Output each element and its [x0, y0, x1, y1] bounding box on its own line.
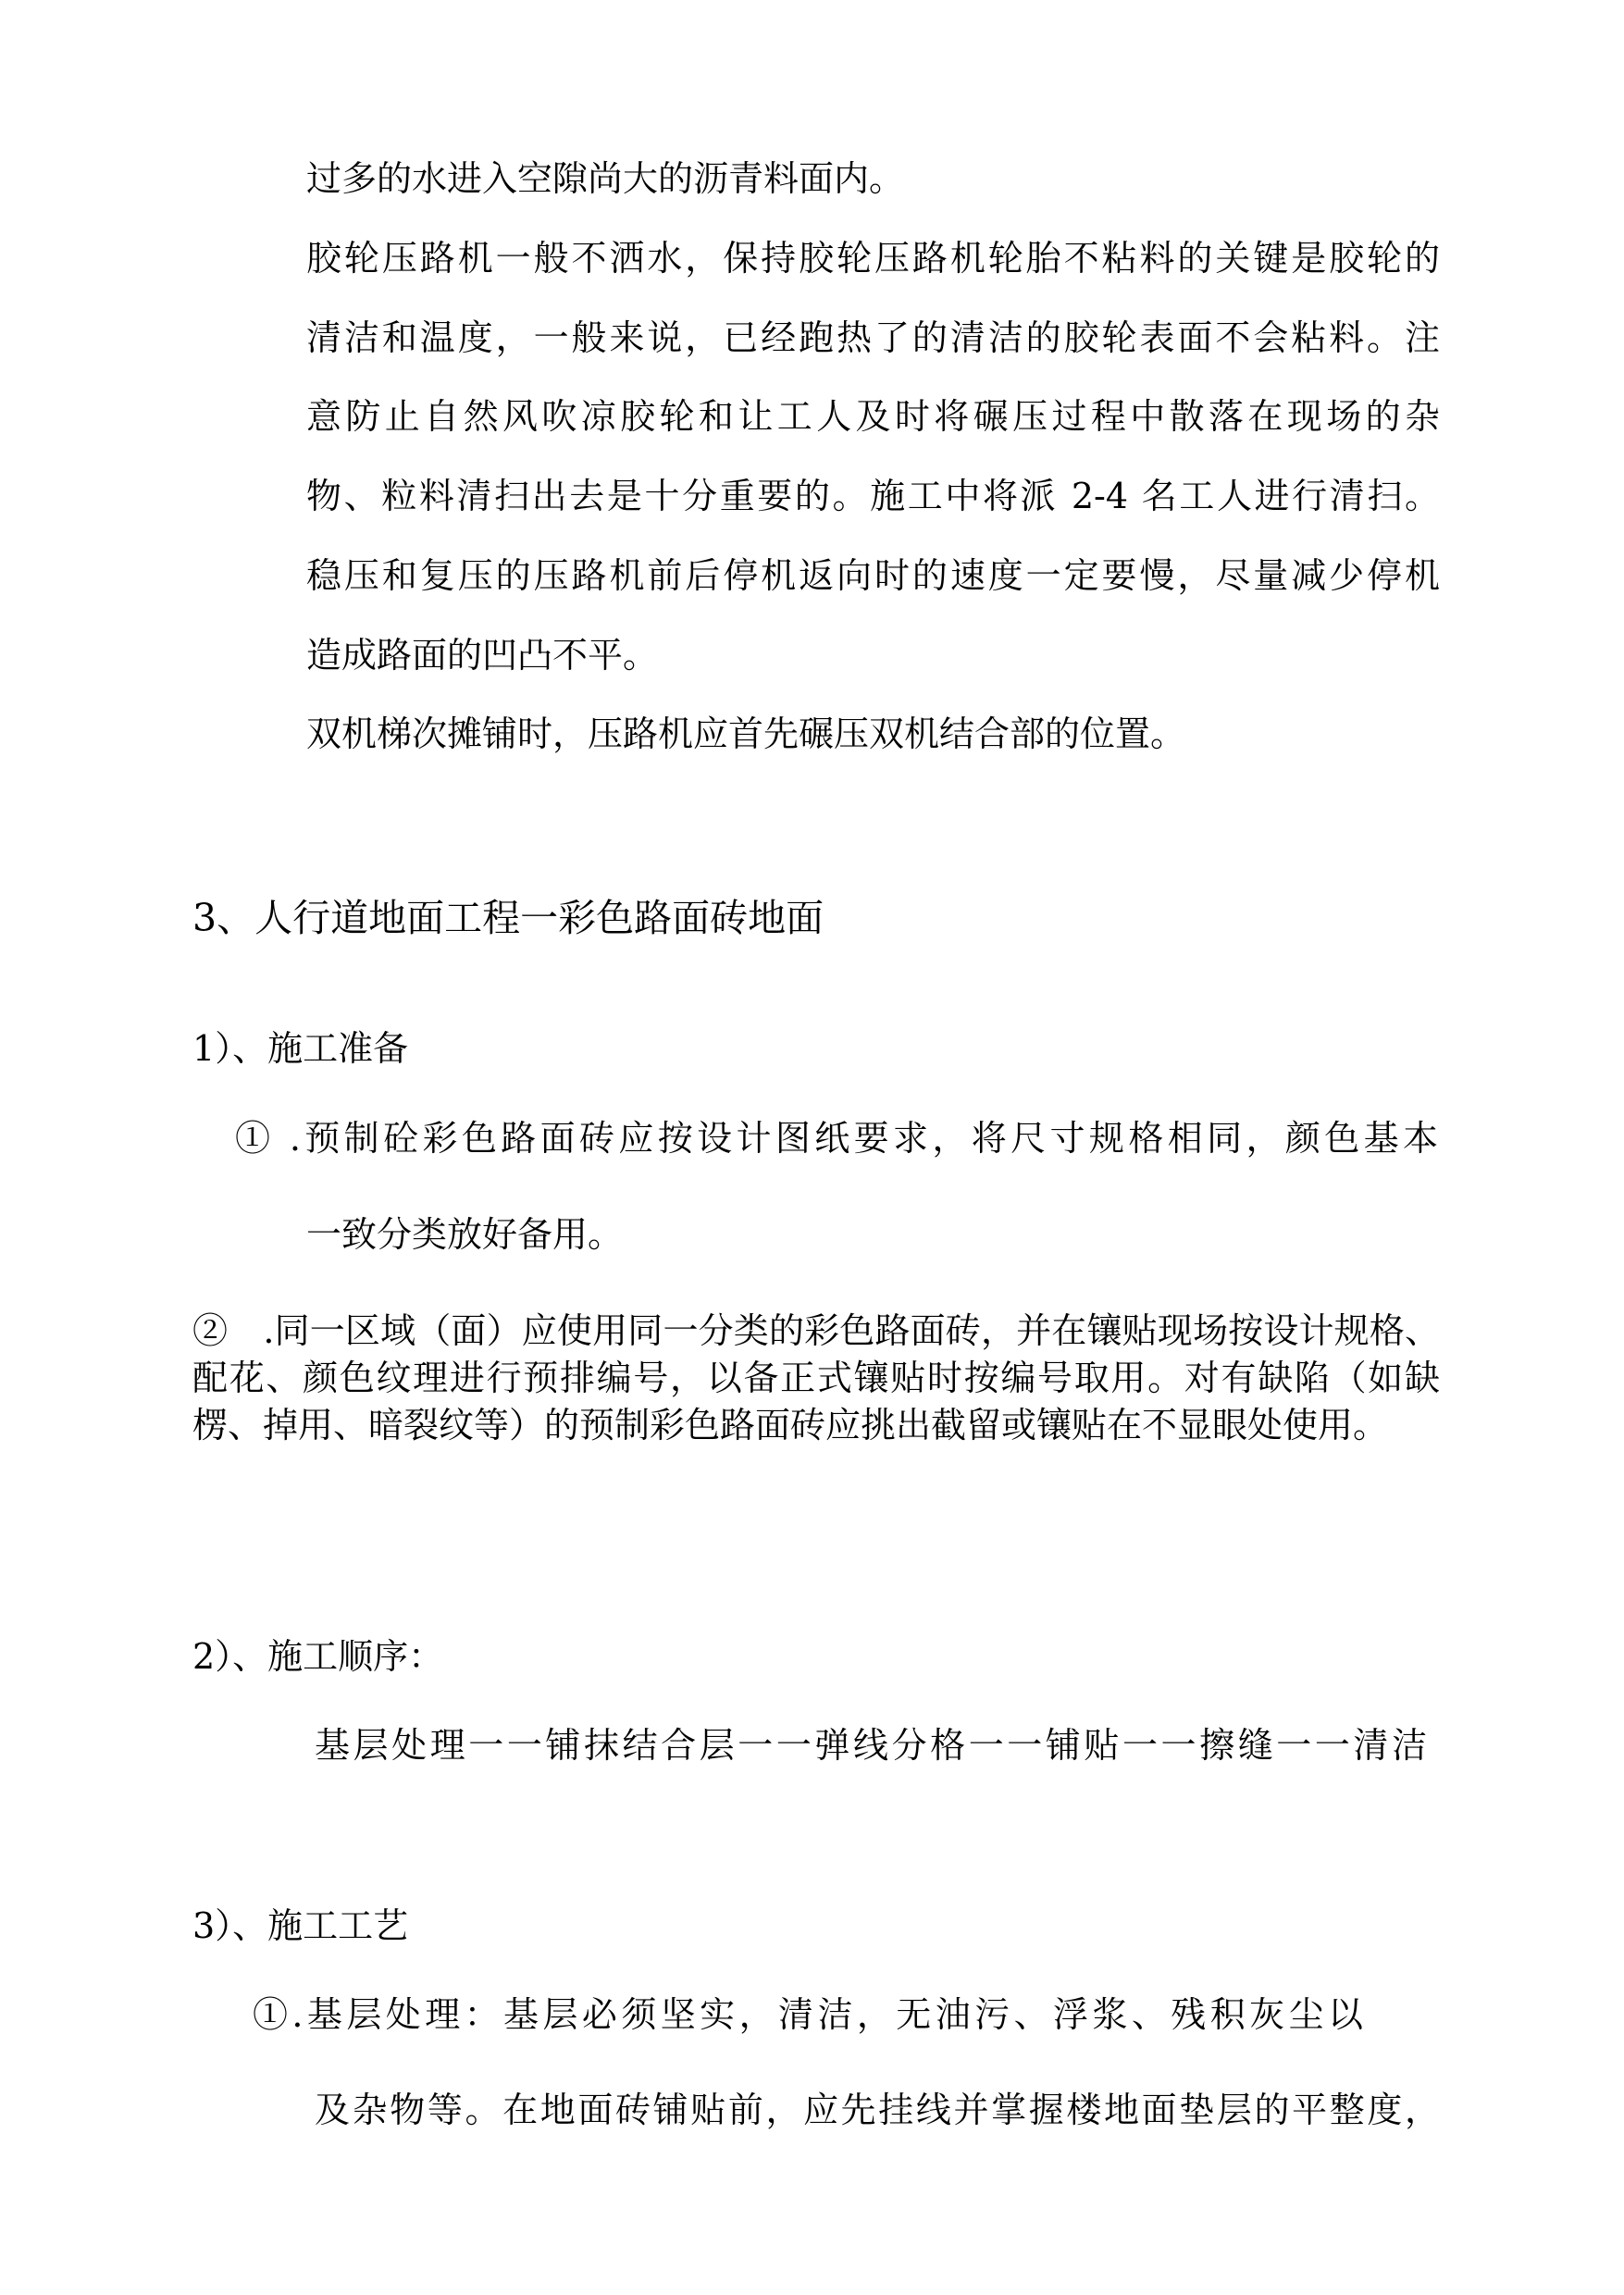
list-item-paragraph: ② .同一区域（面）应使用同一分类的彩色路面砖，并在镶贴现场按设计规格、配花、颜色纹理进行预排编号，以备正式镶贴时按编号取用。对有缺陷（如缺楞、掉用、暗裂纹等）的预制彩色路面砖应挑出截留或镶贴在不显眼处使用。	[192, 1310, 1440, 1445]
paragraph-line: 双机梯次摊铺时，压路机应首先碾压双机结合部的位置。	[306, 713, 1186, 754]
list-item-line: 一致分类放好备用。	[306, 1214, 624, 1255]
subsection-heading: 1）、施工准备	[192, 1028, 409, 1069]
list-item-line: ①.基层处理：基层必须坚实，清洁，无油污、浮浆、残积灰尘以	[253, 1994, 1363, 2035]
list-item-line: ① .预制砼彩色路面砖应按设计图纸要求，将尺寸规格相同，颜色基本	[235, 1118, 1438, 1159]
process-sequence: 基层处理一一铺抹结合层一一弹线分格一一铺贴一一擦缝一一清洁	[315, 1725, 1427, 1766]
subsection-heading: 2）、施工顺序：	[192, 1636, 444, 1677]
paragraph-line: 意防止自然风吹凉胶轮和让工人及时将碾压过程中散落在现场的杂	[306, 396, 1440, 437]
paragraph-line: 胶轮压路机一般不洒水，保持胶轮压路机轮胎不粘料的关键是胶轮的	[306, 238, 1440, 279]
paragraph-line: 造成路面的凹凸不平。	[306, 635, 659, 676]
list-item-line: 及杂物等。在地面砖铺贴前，应先挂线并掌握楼地面垫层的平整度，	[315, 2090, 1440, 2130]
paragraph-line: 清洁和温度，一般来说，已经跑热了的清洁的胶轮表面不会粘料。注	[306, 317, 1440, 358]
paragraph-line: 物、粒料清扫出去是十分重要的。施工中将派 2-4 名工人进行清扫。	[306, 476, 1440, 516]
section-heading: 3、人行道地面工程一彩色路面砖地面	[192, 896, 824, 940]
subsection-heading: 3）、施工工艺	[192, 1905, 409, 1946]
paragraph-line: 过多的水进入空隙尚大的沥青料面内。	[306, 158, 905, 199]
paragraph-line: 稳压和复压的压路机前后停机返向时的速度一定要慢，尽量减少停机	[306, 555, 1440, 596]
